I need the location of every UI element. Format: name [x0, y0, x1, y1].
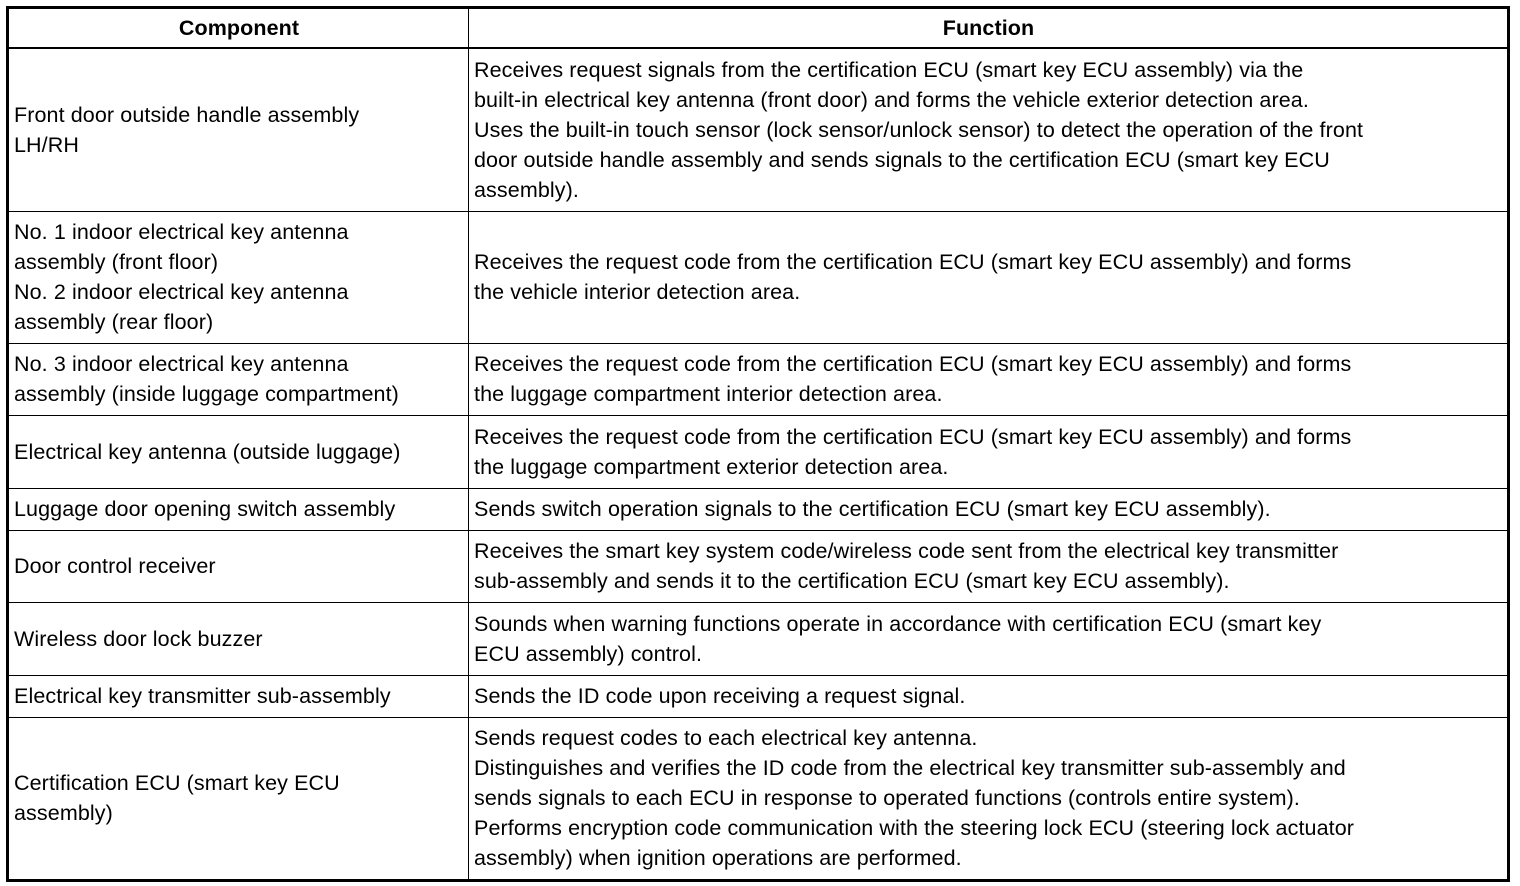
- table-row: [8, 415, 1509, 488]
- function-cell: [469, 343, 1509, 415]
- function-cell: [469, 415, 1509, 488]
- component-text: No. 3 indoor electrical key antenna: [14, 352, 349, 376]
- function-text: the vehicle interior detection area.: [474, 280, 801, 304]
- header-function: Function: [469, 8, 1509, 49]
- component-text: assembly (inside luggage compartment): [14, 382, 399, 406]
- component-text: No. 2 indoor electrical key antenna: [14, 280, 349, 304]
- function-cell: [469, 488, 1509, 530]
- component-cell: [8, 530, 469, 602]
- function-text: Sends request codes to each electrical key antenna.: [474, 726, 978, 750]
- component-text: Wireless door lock buzzer: [14, 626, 263, 651]
- component-text: LH/RH: [14, 132, 80, 157]
- function-text: sends signals to each ECU in response to operated functions (controls entire system).: [474, 786, 1300, 810]
- component-text: Door control receiver: [14, 554, 216, 578]
- function-text: Uses the built-in touch sensor (lock sensor/unlock sensor) to detect the operation of the front: [474, 117, 1364, 142]
- component-cell: [8, 48, 469, 211]
- component-text: No. 1 indoor electrical key antenna: [14, 220, 349, 244]
- function-text: Sends switch operation signals to the certification ECU (smart key ECU assembly).: [474, 497, 1271, 521]
- component-text: assembly): [14, 801, 113, 825]
- function-cell: [469, 211, 1509, 343]
- function-text: Receives request signals from the certification ECU (smart key ECU assembly) via the: [474, 57, 1304, 82]
- function-text: Distinguishes and verifies the ID code from the electrical key transmitter sub-assembly and: [474, 756, 1346, 780]
- component-cell: [8, 717, 469, 880]
- function-text: sub-assembly and sends it to the certification ECU (smart key ECU assembly).: [474, 569, 1230, 593]
- function-text: Receives the request code from the certification ECU (smart key ECU assembly) and forms: [474, 250, 1352, 274]
- component-text: Electrical key transmitter sub-assembly: [14, 684, 391, 708]
- function-cell: [469, 717, 1509, 880]
- function-text: Sends the ID code upon receiving a request signal.: [474, 684, 966, 708]
- table-row: [8, 717, 1509, 880]
- component-cell: [8, 488, 469, 530]
- function-text: assembly) when ignition operations are performed.: [474, 846, 962, 870]
- function-text: Sounds when warning functions operate in accordance with certification ECU (smart key: [474, 611, 1322, 636]
- component-text: Certification ECU (smart key ECU: [14, 771, 340, 795]
- function-text: Performs encryption code communication with the steering lock ECU (steering lock actuator: [474, 816, 1355, 840]
- function-text: the luggage compartment exterior detection area.: [474, 454, 949, 479]
- function-cell: [469, 602, 1509, 675]
- function-text: Receives the request code from the certification ECU (smart key ECU assembly) and forms: [474, 352, 1352, 376]
- table-row: [8, 48, 1509, 211]
- function-text: Receives the request code from the certification ECU (smart key ECU assembly) and forms: [474, 424, 1352, 449]
- table-row: [8, 530, 1509, 602]
- function-text: the luggage compartment interior detection area.: [474, 382, 943, 406]
- function-text: door outside handle assembly and sends signals to the certification ECU (smart key ECU: [474, 147, 1330, 172]
- function-text: ECU assembly) control.: [474, 641, 703, 666]
- component-cell: [8, 415, 469, 488]
- component-cell: [8, 343, 469, 415]
- component-text: Luggage door opening switch assembly: [14, 497, 396, 521]
- table-row: [8, 343, 1509, 415]
- function-text: assembly).: [474, 177, 579, 202]
- component-cell: [8, 211, 469, 343]
- component-cell: [8, 602, 469, 675]
- table-row: [8, 675, 1509, 717]
- component-text: Electrical key antenna (outside luggage): [14, 439, 401, 464]
- function-text: built-in electrical key antenna (front door) and forms the vehicle exterior detection area.: [474, 87, 1309, 112]
- component-function-table: [6, 6, 1510, 882]
- table-row: [8, 602, 1509, 675]
- function-cell: [469, 48, 1509, 211]
- component-text: assembly (rear floor): [14, 310, 214, 334]
- component-function-table-wrapper: [6, 6, 1507, 880]
- table-header-row: [8, 8, 1509, 49]
- function-cell: [469, 530, 1509, 602]
- function-cell: [469, 675, 1509, 717]
- component-text: Front door outside handle assembly: [14, 102, 360, 127]
- table-row: [8, 488, 1509, 530]
- component-cell: [8, 675, 469, 717]
- function-text: Receives the smart key system code/wireless code sent from the electrical key transmitter: [474, 539, 1339, 563]
- header-component: Component: [8, 8, 469, 49]
- table-row: [8, 211, 1509, 343]
- component-text: assembly (front floor): [14, 250, 219, 274]
